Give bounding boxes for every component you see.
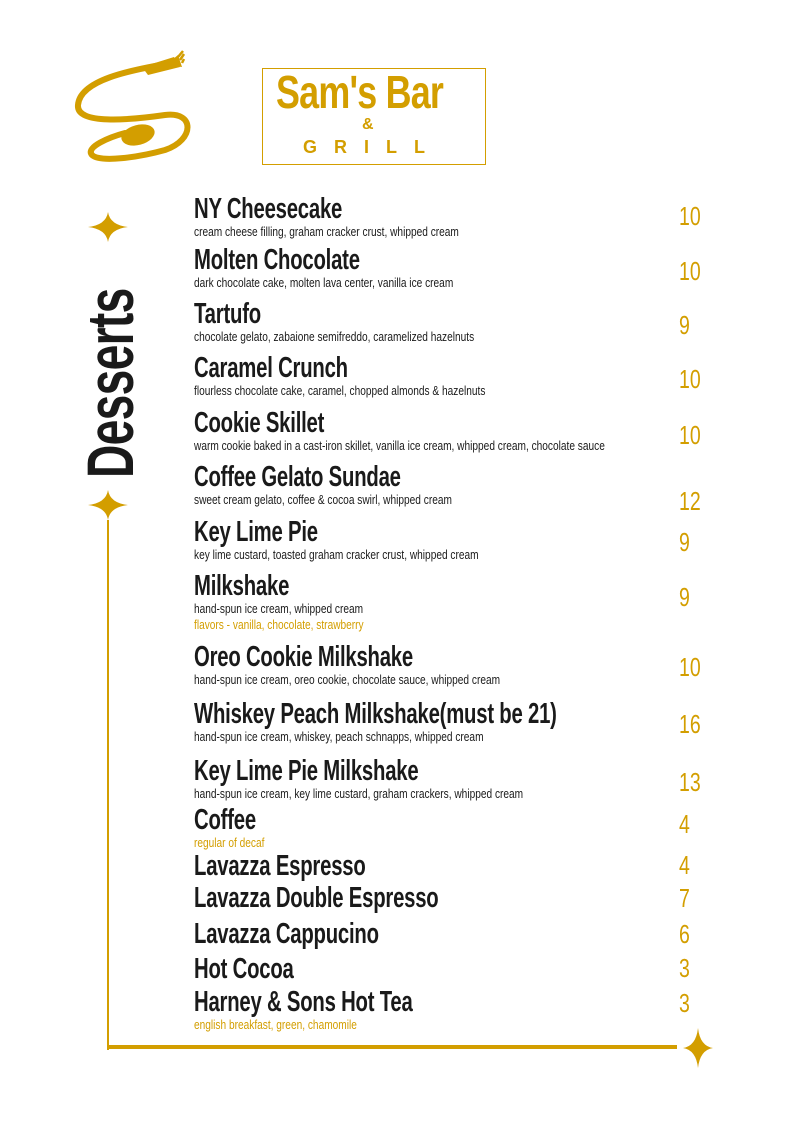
menu-item (194, 409, 721, 453)
item-description: dark chocolate cake, molten lava center, vanilla ice cream (194, 275, 454, 290)
menu-item (194, 884, 543, 912)
item-price: 10 (679, 420, 701, 450)
menu-item (194, 354, 568, 398)
menu-item (194, 572, 411, 632)
item-name: Caramel Crunch (194, 352, 348, 384)
item-name: Lavazza Cappucino (194, 918, 379, 950)
item-price: 10 (679, 652, 701, 682)
item-note: english breakfast, green, chamomile (194, 1017, 357, 1032)
item-name: Hot Cocoa (194, 953, 294, 985)
menu-item (194, 757, 616, 801)
menu-item (194, 246, 526, 290)
item-description: key lime custard, toasted graham cracker crust, whipped cream (194, 547, 479, 562)
item-name: Lavazza Double Espresso (194, 882, 439, 914)
item-price: 10 (679, 201, 701, 231)
menu-item (194, 955, 336, 983)
item-description: chocolate gelato, zabaione semifreddo, caramelized hazelnuts (194, 329, 475, 344)
divider-vertical (107, 520, 109, 1050)
item-name: NY Cheesecake (194, 193, 343, 225)
item-price: 16 (679, 709, 701, 739)
item-note: regular of decaf (194, 835, 265, 850)
menu-item (194, 300, 553, 344)
section-title: Desserts (73, 288, 147, 478)
menu-item (194, 988, 506, 1032)
brand-subtitle: GRILL (303, 137, 442, 157)
item-description: hand-spun ice cream, whiskey, peach schnapps, whipped cream (194, 729, 484, 744)
item-name: Coffee Gelato Sundae (194, 461, 401, 493)
item-description: cream cheese filling, graham cracker crust, whipped cream (194, 224, 459, 239)
item-name: Milkshake (194, 570, 290, 602)
item-price: 7 (679, 883, 690, 913)
item-price: 3 (679, 988, 690, 1018)
sparkle-icon (88, 490, 128, 520)
item-name: Key Lime Pie Milkshake (194, 755, 419, 787)
brand-name: Sam's Bar (276, 66, 444, 118)
item-name: Cookie Skillet (194, 407, 325, 439)
menu-item (194, 518, 559, 562)
brand-ampersand: & (362, 116, 374, 133)
item-name: Molten Chocolate (194, 244, 360, 276)
item-description: hand-spun ice cream, key lime custard, graham crackers, whipped cream (194, 786, 524, 801)
divider-horizontal (107, 1045, 677, 1049)
menu-item (194, 700, 712, 744)
item-price: 13 (679, 767, 701, 797)
item-description: flourless chocolate cake, caramel, chopped almonds & hazelnuts (194, 383, 486, 398)
item-price: 9 (679, 582, 690, 612)
item-description: hand-spun ice cream, oreo cookie, chocolate sauce, whipped cream (194, 672, 501, 687)
item-price: 9 (679, 310, 690, 340)
item-description: hand-spun ice cream, whipped cream (194, 601, 364, 616)
menu-item (194, 463, 525, 507)
item-price: 10 (679, 364, 701, 394)
item-description: sweet cream gelato, coffee & cocoa swirl, whipped cream (194, 492, 452, 507)
item-price: 4 (679, 850, 690, 880)
item-name: Whiskey Peach Milkshake(must be 21) (194, 698, 557, 730)
item-price: 10 (679, 256, 701, 286)
item-name: Lavazza Espresso (194, 850, 366, 882)
menu-item (194, 852, 439, 880)
item-price: 4 (679, 809, 690, 839)
sparkle-icon (678, 1028, 718, 1068)
item-name: Oreo Cookie Milkshake (194, 641, 413, 673)
item-price: 6 (679, 919, 690, 949)
menu-item (194, 195, 534, 239)
item-price: 12 (679, 486, 701, 516)
item-name: Coffee (194, 804, 256, 836)
fork-spoon-icon (70, 45, 270, 175)
logo (70, 45, 444, 175)
item-note: flavors - vanilla, chocolate, strawberry (194, 617, 364, 632)
menu-item (194, 806, 284, 850)
item-name: Tartufo (194, 298, 261, 330)
item-name: Harney & Sons Hot Tea (194, 986, 413, 1018)
menu-item (194, 643, 586, 687)
item-description: warm cookie baked in a cast-iron skillet, vanilla ice cream, whipped cream, chocolate sauce (194, 438, 605, 453)
item-name: Key Lime Pie (194, 516, 318, 548)
menu-item (194, 920, 458, 948)
item-price: 9 (679, 527, 690, 557)
item-price: 3 (679, 953, 690, 983)
